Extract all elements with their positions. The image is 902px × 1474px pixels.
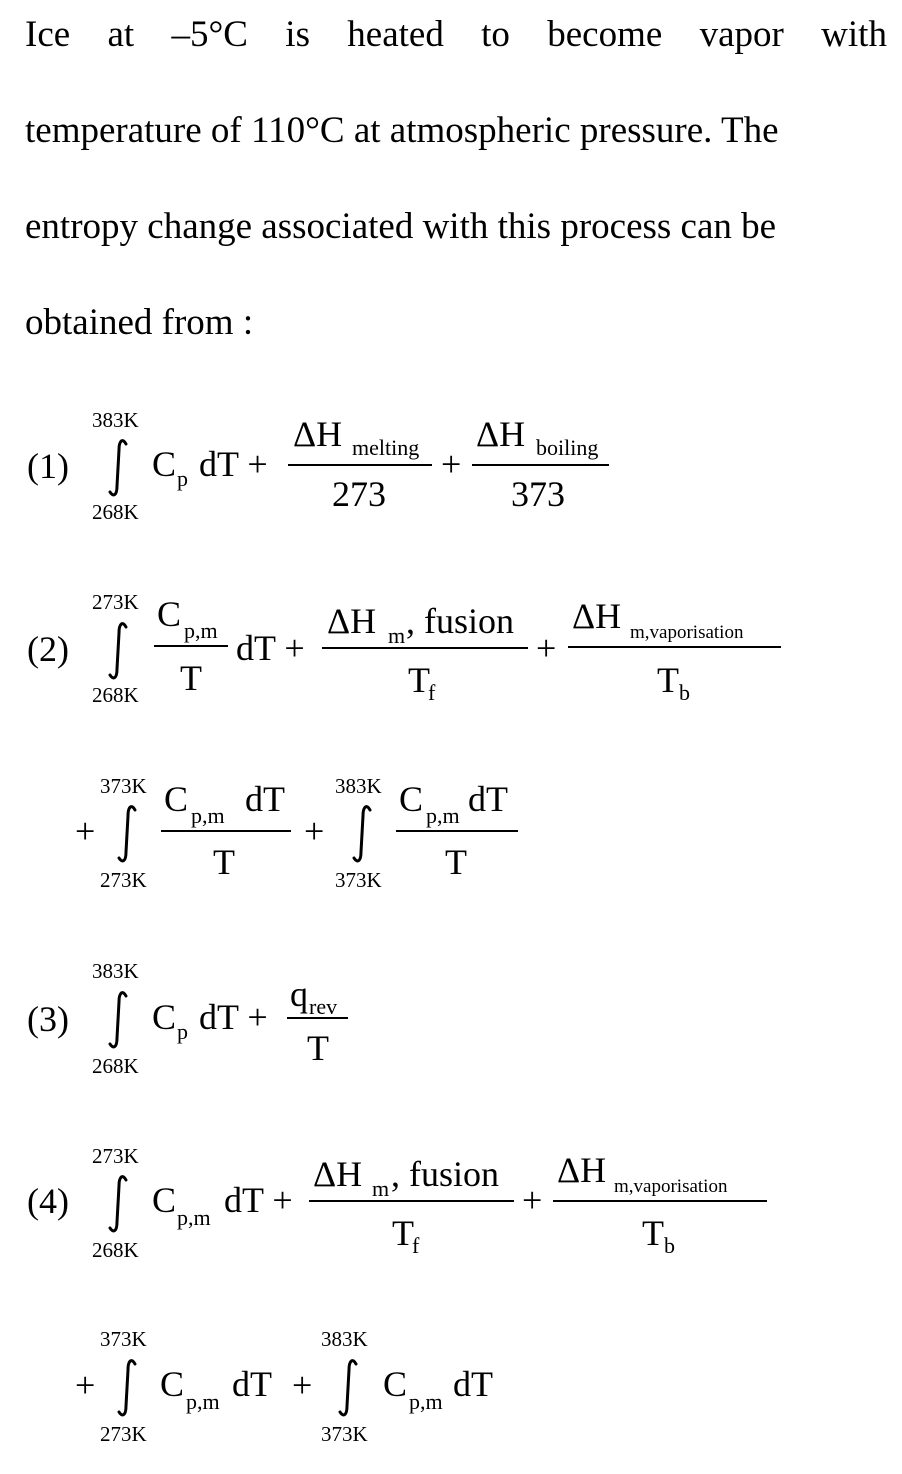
differential-term: dT + xyxy=(199,444,268,484)
integral-sign-icon xyxy=(340,1361,356,1415)
fraction-numerator-subscript: rev xyxy=(309,994,338,1019)
fraction-numerator: C xyxy=(399,779,424,819)
differential-term: dT + xyxy=(199,997,268,1037)
fraction-numerator-subscript: p,m xyxy=(184,618,218,643)
heat-capacity-subscript: p,m xyxy=(409,1389,443,1414)
integral-lower-limit: 273K xyxy=(100,868,147,892)
fraction-numerator-subscript: melting xyxy=(352,435,420,460)
fraction-denominator: T xyxy=(445,842,467,882)
differential-term: dT + xyxy=(224,1180,293,1220)
question-line-2: temperature of 110°C at atmospheric pressure. The xyxy=(25,110,779,151)
question-word: heated xyxy=(347,14,444,55)
integral-upper-limit: 273K xyxy=(92,590,139,614)
fraction-numerator-text: , fusion xyxy=(406,601,514,641)
integral-upper-limit: 383K xyxy=(321,1327,368,1351)
integral-lower-limit: 268K xyxy=(92,1238,139,1262)
integral-sign-icon xyxy=(110,441,126,495)
integral-upper-limit: 373K xyxy=(100,1327,147,1351)
question-word: is xyxy=(285,14,310,55)
fraction-denominator: T xyxy=(642,1213,664,1253)
question-word: to xyxy=(481,14,510,55)
integral-upper-limit: 373K xyxy=(100,774,147,798)
fraction-denominator: T xyxy=(408,660,430,700)
fraction-numerator: q xyxy=(290,974,308,1014)
fraction-numerator: ΔH xyxy=(476,414,526,454)
integral-lower-limit: 268K xyxy=(92,500,139,524)
question-word: –5°C xyxy=(171,14,248,55)
fraction-numerator-subscript: m xyxy=(372,1176,390,1201)
fraction-numerator: ΔH xyxy=(293,414,343,454)
plus-sign: + xyxy=(75,1365,96,1405)
fraction-numerator-subscript: p,m xyxy=(191,803,225,828)
differential-term: dT + xyxy=(236,628,305,668)
fraction-denominator: 373 xyxy=(511,474,565,514)
plus-sign: + xyxy=(304,811,325,851)
option-label: (4) xyxy=(27,1181,69,1221)
integral-sign-icon xyxy=(110,624,126,678)
fraction-denominator: 273 xyxy=(332,474,386,514)
fraction-numerator-text: dT xyxy=(468,779,508,819)
heat-capacity-subscript: p xyxy=(177,466,188,491)
fraction-numerator-subscript: m,vaporisation xyxy=(630,622,744,643)
fraction-numerator: ΔH xyxy=(557,1150,607,1190)
integral-sign-icon xyxy=(110,993,126,1047)
differential-term: dT xyxy=(232,1364,272,1404)
question-word: with xyxy=(821,14,887,55)
integral-upper-limit: 383K xyxy=(92,408,139,432)
integral-lower-limit: 268K xyxy=(92,1054,139,1078)
plus-sign: + xyxy=(75,811,96,851)
question-word: at xyxy=(107,14,135,55)
option-3 xyxy=(27,959,348,1078)
heat-capacity-symbol: C xyxy=(383,1364,408,1404)
integral-sign-icon xyxy=(119,1361,135,1415)
heat-capacity-subscript: p,m xyxy=(177,1205,211,1230)
fraction-numerator-subscript: m,vaporisation xyxy=(614,1176,728,1197)
integral-lower-limit: 373K xyxy=(335,868,382,892)
plus-sign: + xyxy=(536,628,557,668)
integral-sign-icon xyxy=(110,1177,126,1231)
differential-term: dT xyxy=(453,1364,493,1404)
fraction-denominator-subscript: f xyxy=(412,1233,420,1258)
fraction-numerator-subscript: p,m xyxy=(426,803,460,828)
fraction-numerator-text: dT xyxy=(245,779,285,819)
integral-lower-limit: 373K xyxy=(321,1422,368,1446)
fraction-numerator-subscript: m xyxy=(388,623,406,648)
question-line-4: obtained from : xyxy=(25,302,254,343)
option-label: (3) xyxy=(27,999,69,1039)
question-line-3: entropy change associated with this process can be xyxy=(25,206,777,247)
integral-sign-icon xyxy=(354,807,370,861)
plus-sign: + xyxy=(441,444,462,484)
fraction-denominator: T xyxy=(307,1028,329,1068)
question-word: become xyxy=(547,14,663,55)
fraction-numerator: C xyxy=(157,594,182,634)
option-2 xyxy=(27,590,781,892)
plus-sign: + xyxy=(522,1180,543,1220)
option-label: (2) xyxy=(27,629,69,669)
heat-capacity-symbol: C xyxy=(152,997,177,1037)
integral-lower-limit: 273K xyxy=(100,1422,147,1446)
option-4 xyxy=(27,1144,767,1446)
integral-upper-limit: 383K xyxy=(335,774,382,798)
integral-sign-icon xyxy=(119,807,135,861)
option-label: (1) xyxy=(27,446,69,486)
heat-capacity-symbol: C xyxy=(160,1364,185,1404)
fraction-numerator: ΔH xyxy=(572,596,622,636)
fraction-denominator-subscript: f xyxy=(428,680,436,705)
plus-sign: + xyxy=(292,1365,313,1405)
fraction-numerator: C xyxy=(164,779,189,819)
heat-capacity-symbol: C xyxy=(152,444,177,484)
integral-upper-limit: 383K xyxy=(92,959,139,983)
fraction-numerator-text: , fusion xyxy=(391,1154,499,1194)
heat-capacity-subscript: p,m xyxy=(186,1389,220,1414)
heat-capacity-subscript: p xyxy=(177,1019,188,1044)
question-word: Ice xyxy=(25,14,71,55)
fraction-denominator: T xyxy=(657,660,679,700)
fraction-denominator: T xyxy=(213,842,235,882)
option-1 xyxy=(27,408,609,524)
integral-upper-limit: 273K xyxy=(92,1144,139,1168)
fraction-denominator: T xyxy=(180,658,202,698)
heat-capacity-symbol: C xyxy=(152,1180,177,1220)
fraction-numerator: ΔH xyxy=(327,601,377,641)
fraction-denominator-subscript: b xyxy=(679,680,690,705)
fraction-denominator-subscript: b xyxy=(664,1233,675,1258)
question-word: vapor xyxy=(699,14,784,55)
integral-lower-limit: 268K xyxy=(92,683,139,707)
fraction-numerator: ΔH xyxy=(313,1154,363,1194)
fraction-denominator: T xyxy=(392,1213,414,1253)
fraction-numerator-subscript: boiling xyxy=(536,435,599,460)
